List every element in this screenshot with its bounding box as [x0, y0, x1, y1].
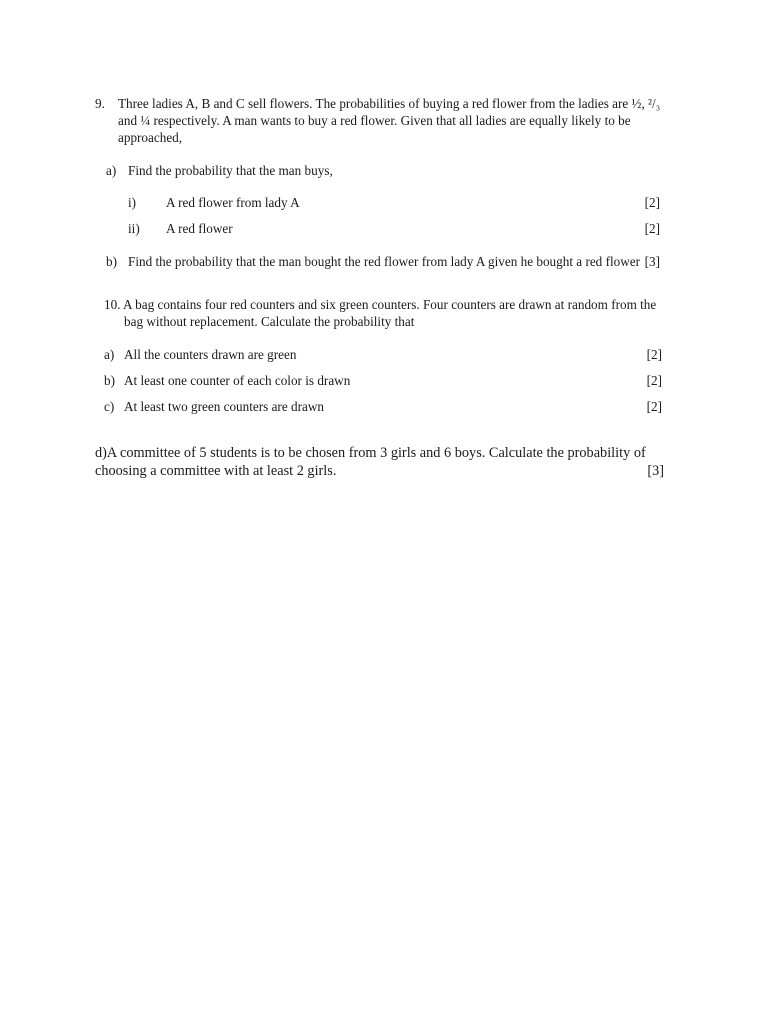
question-9a-i-marks: [2] [644, 195, 660, 210]
question-10d-marks: [3] [647, 463, 664, 479]
question-9a-text: Find the probability that the man buys, [128, 163, 333, 178]
question-9-stem-line-3: approached, [118, 130, 183, 145]
question-10c-text: At least two green counters are drawn [124, 399, 324, 414]
question-9a-ii-text: A red flower [166, 221, 233, 236]
question-9-stem-line-2: and ¼ respectively. A man wants to buy a red flower. Given that all ladies are equally likely to be [118, 113, 631, 128]
question-10-stem-line-1: 10. A bag contains four red counters and six green counters. Four counters are drawn at random from the [104, 297, 657, 312]
question-9b-text: Find the probability that the man bought the red flower from lady A given he bought a red flower [128, 254, 640, 269]
question-10a-text: All the counters drawn are green [124, 347, 297, 362]
question-10c-marks: [2] [646, 399, 662, 414]
question-10b-label: b) [104, 373, 115, 388]
question-9a-i-label: i) [128, 195, 137, 210]
question-10b-text: At least one counter of each color is drawn [124, 373, 351, 388]
question-9a-i-text: A red flower from lady A [166, 195, 300, 210]
question-10b-marks: [2] [646, 373, 662, 388]
question-9b-marks: [3] [644, 254, 660, 269]
question-10c-label: c) [104, 399, 115, 414]
question-9a-ii-label: ii) [128, 221, 140, 236]
question-10a-marks: [2] [646, 347, 662, 362]
question-9a-label: a) [106, 163, 117, 178]
question-10d-line-1: d)A committee of 5 students is to be chosen from 3 girls and 6 boys. Calculate the probability of [95, 445, 646, 461]
question-9-stem-line-1: Three ladies A, B and C sell flowers. The probabilities of buying a red flower from the ladies are ½, ²/₃ [118, 96, 661, 111]
question-10a-label: a) [104, 347, 115, 362]
question-10d-line-2: choosing a committee with at least 2 girls. [95, 463, 337, 479]
question-9-number: 9. [95, 96, 105, 111]
question-9b-label: b) [106, 254, 117, 269]
question-9a-ii-marks: [2] [644, 221, 660, 236]
question-10-stem-line-2: bag without replacement. Calculate the probability that [124, 314, 415, 329]
